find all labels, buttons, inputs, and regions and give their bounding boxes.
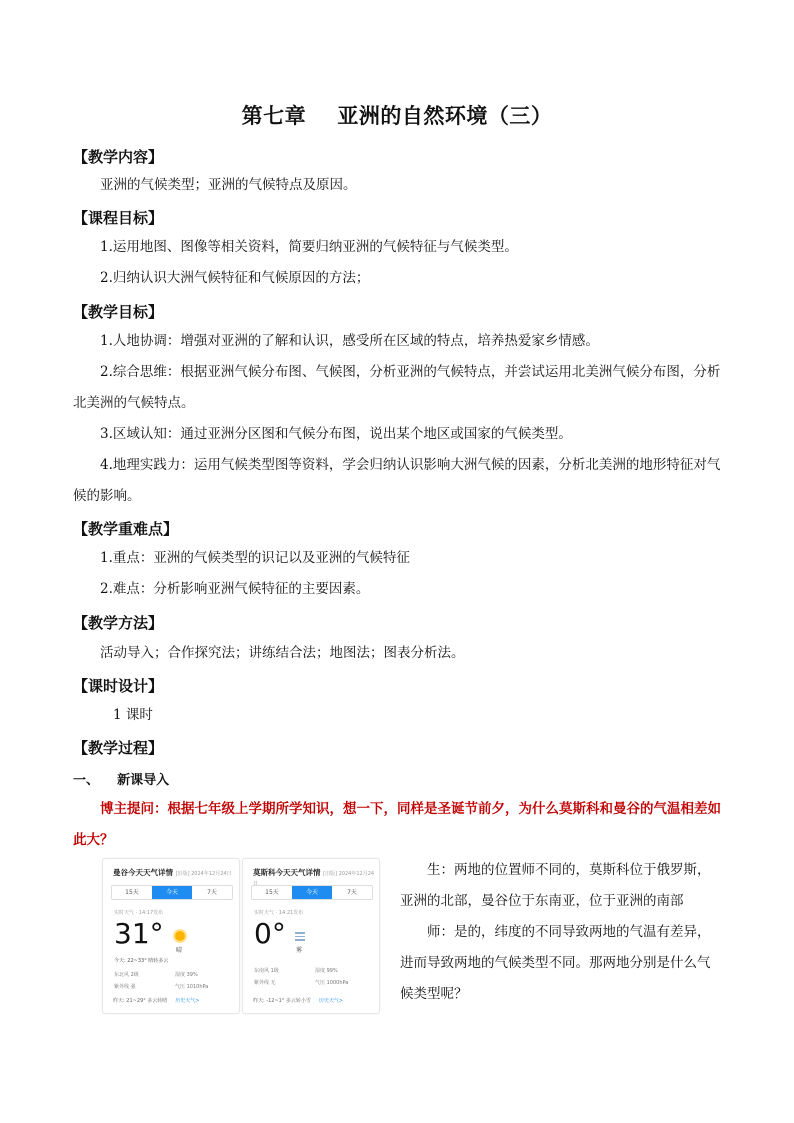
history-link: 历史天气>	[175, 998, 200, 1004]
temperature: 0°	[254, 917, 286, 950]
heading-key-points: 【教学重难点】	[73, 520, 179, 538]
heading-period: 【课时设计】	[73, 677, 164, 695]
yesterday: 昨天: -12~1° 多云转小雪 历史天气>	[253, 998, 344, 1004]
dialog-teacher: 师：是的，纬度的不同导致两地的气温有差异，进而导致两地的气候类型不同。那两地分别是什么气候类型呢？	[400, 924, 711, 1002]
tab-7-days: 7天	[347, 889, 357, 896]
heading-course-goal: 【课程目标】	[73, 209, 164, 227]
humidity: 湿度 99%	[315, 968, 338, 974]
page-title: 第七章 亚洲的自然环境（三）	[241, 103, 553, 128]
tab-15-days: 15天	[265, 889, 279, 896]
teach-goal-1: 1.人地协调：增强对亚洲的了解和认识，感受所在区域的特点，培养热爱家乡情感。	[100, 333, 599, 349]
uv-index: 紫外线 无	[254, 980, 276, 986]
pressure: 气压 1010hPa	[175, 984, 209, 990]
tab-7-days: 7天	[207, 889, 217, 896]
key-point-1: 1.重点：亚洲的气候类型的识记以及亚洲的气候特征	[100, 550, 410, 566]
dialog-student: 生：两地的位置师不同的，莫斯科位于俄罗斯，亚洲的北部，曼谷位于东南亚，位于亚洲的南部	[400, 862, 711, 909]
weather-tabs	[111, 885, 233, 900]
uv-index: 紫外线 强	[114, 984, 136, 990]
fog-icon	[295, 932, 305, 943]
history-link: 历史天气>	[318, 998, 344, 1004]
temperature: 31°	[114, 917, 164, 950]
course-goal-2: 2.归纳认识大洲气候特征和气候原因的方法；	[100, 270, 370, 286]
heading-process: 【教学过程】	[73, 739, 164, 757]
heading-method: 【教学方法】	[73, 614, 164, 632]
weather-card-title: 莫斯科今天天气详情 [旧版] 2024年12月24日	[253, 868, 375, 887]
teach-goal-2: 2.综合思维：根据亚洲气候分布图、气候图，分析亚洲的气候特点，并尝试运用北美洲气候分布图，分析北美洲的气候特点。	[73, 364, 721, 411]
condition: 晴	[176, 947, 183, 954]
key-point-2: 2.难点：分析影响亚洲气候特征的主要因素。	[100, 581, 370, 597]
period-text: 1 课时	[113, 707, 153, 723]
moscow-weather-card	[242, 858, 380, 1014]
heading-teach-goal: 【教学目标】	[73, 303, 164, 321]
teacher-question: 博主提问：根据七年级上学期所学知识，想一下，同样是圣诞节前夕，为什么莫斯科和曼谷的气温相差如此大？	[73, 801, 721, 848]
weather-tabs	[251, 885, 373, 900]
course-goal-1: 1.运用地图、图像等相关资料，简要归纳亚洲的气候特征与气候类型。	[100, 239, 518, 255]
pressure: 气压 1000hPa	[315, 980, 349, 986]
yesterday: 昨天: 21~29° 多云转晴 历史天气>	[113, 998, 200, 1004]
sun-icon	[175, 931, 185, 941]
tab-today: 今天	[292, 886, 332, 899]
intro-heading: 一、 新课导入	[73, 773, 170, 788]
content-text: 亚洲的气候类型；亚洲的气候特点及原因。	[100, 177, 357, 193]
wind: 东南风 1级	[254, 968, 279, 974]
heading-content: 【教学内容】	[73, 148, 164, 166]
condition: 雾	[296, 947, 303, 954]
tab-15-days: 15天	[125, 889, 139, 896]
method-text: 活动导入；合作探究法；讲练结合法；地图法；图表分析法。	[100, 645, 465, 661]
teach-goal-3: 3.区域认知：通过亚洲分区图和气候分布图，说出某个地区或国家的气候类型。	[100, 426, 572, 442]
teach-goal-4: 4.地理实践力：运用气候类型图等资料，学会归纳认识影响大洲气候的因素，分析北美洲的地形特征对气候的影响。	[73, 457, 721, 504]
update-time: 实时天气 · 14:21发布	[254, 910, 304, 916]
temp-range: 今天: 22~33° 晴转多云	[114, 958, 169, 964]
weather-card-title: 曼谷今天天气详情 [旧版] 2024年12月24日	[113, 868, 232, 877]
update-time: 实时天气 · 14:17发布	[114, 910, 164, 916]
wind: 东北风 2级	[114, 972, 139, 978]
humidity: 湿度 39%	[175, 972, 198, 978]
bangkok-weather-card	[102, 858, 240, 1014]
tab-today: 今天	[152, 886, 192, 899]
